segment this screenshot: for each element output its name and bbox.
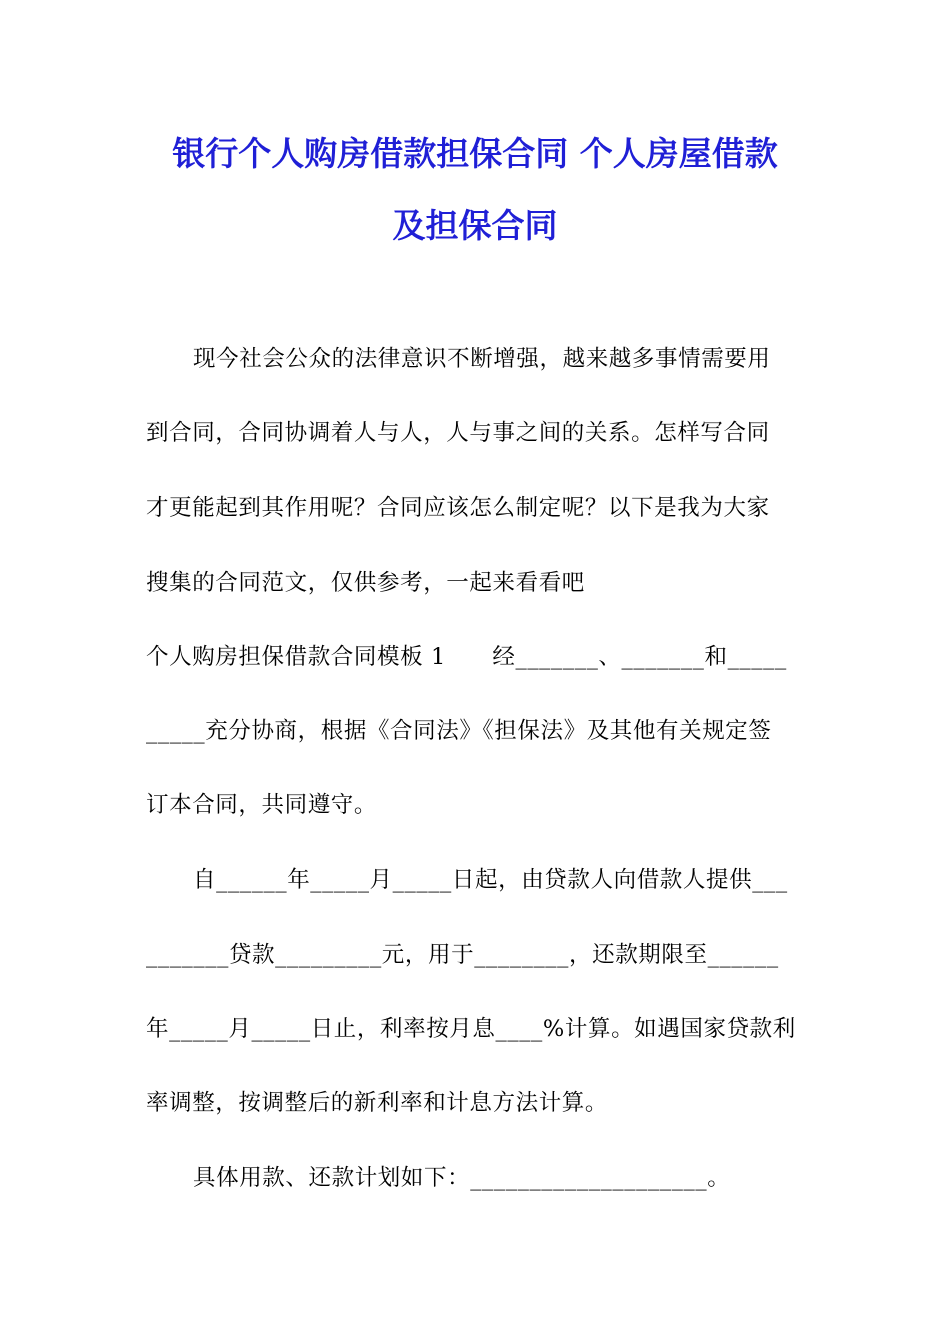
document-title-line-2: 及担保合同 bbox=[392, 206, 558, 245]
body-line-11: 率调整，按调整后的新利率和计息方法计算。 bbox=[146, 1090, 609, 1116]
body-line-12: 具体用款、还款计划如下：____________________。 bbox=[193, 1165, 731, 1191]
body-line-8: 自______年_____月_____日起，由贷款人向借款人提供___ bbox=[193, 867, 788, 893]
body-line-3: 才更能起到其作用呢？合同应该怎么制定呢？以下是我为大家 bbox=[146, 495, 770, 521]
body-line-7: 订本合同，共同遵守。 bbox=[146, 792, 378, 818]
body-line-5: 个人购房担保借款合同模板 1 经_______、_______和_____ bbox=[146, 644, 787, 670]
document-title-line-1: 银行个人购房借款担保合同 个人房屋借款 bbox=[172, 134, 778, 173]
body-line-1: 现今社会公众的法律意识不断增强，越来越多事情需要用 bbox=[193, 346, 771, 372]
body-line-9: _______贷款_________元，用于________，还款期限至______ bbox=[146, 942, 779, 968]
body-line-6: _____充分协商，根据《合同法》《担保法》及其他有关规定签 bbox=[146, 718, 772, 744]
body-line-2: 到合同，合同协调着人与人，人与事之间的关系。怎样写合同 bbox=[146, 420, 770, 446]
body-line-10: 年_____月_____日止，利率按月息____%计算。如遇国家贷款利 bbox=[146, 1016, 796, 1042]
body-line-4: 搜集的合同范文，仅供参考，一起来看看吧 bbox=[146, 570, 585, 596]
